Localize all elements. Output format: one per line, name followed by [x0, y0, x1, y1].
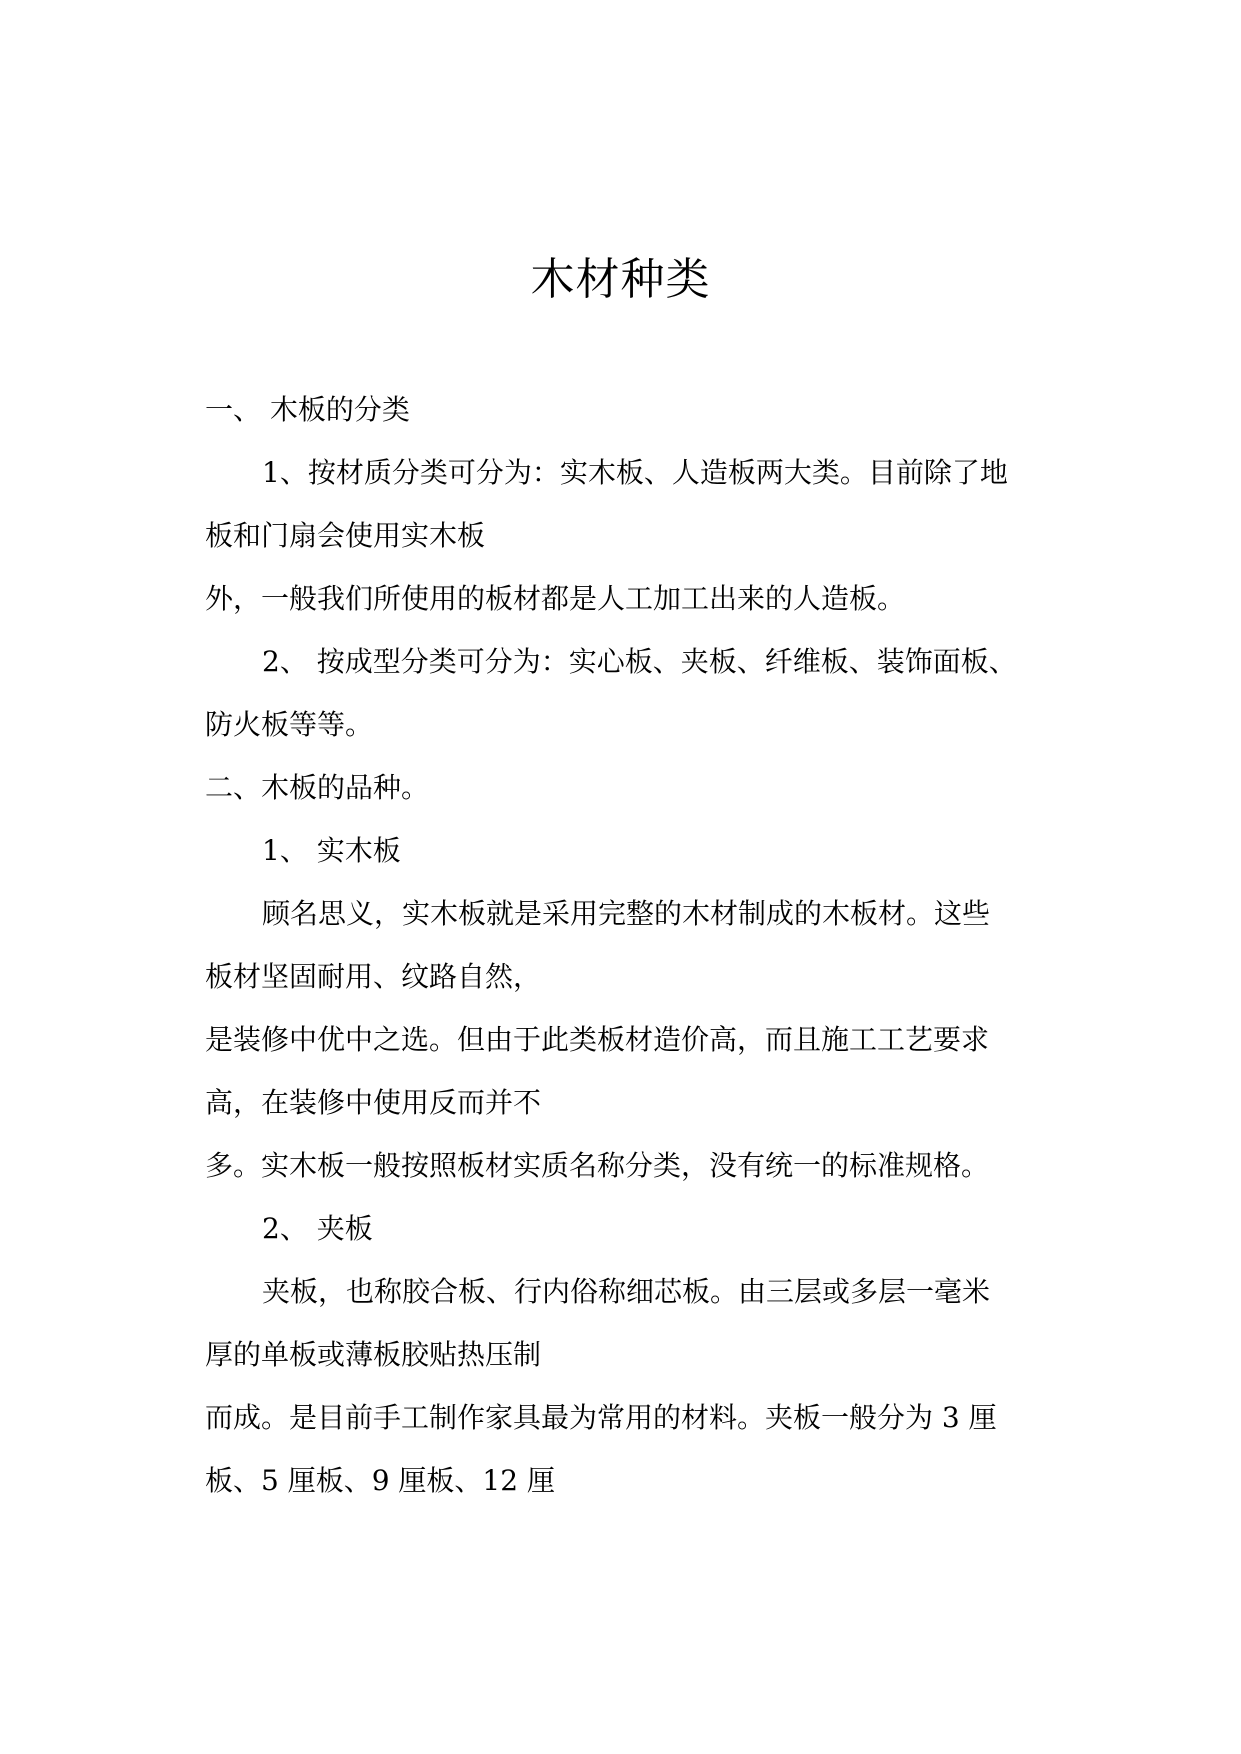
- subsection-heading: 2、 夹板: [262, 1212, 373, 1245]
- paragraph-line: 板和门扇会使用实木板: [205, 519, 486, 552]
- subsection-heading: 1、 实木板: [262, 834, 401, 867]
- paragraph-line: 顾名思义，实木板就是采用完整的木材制成的木板材。这些: [262, 897, 991, 930]
- paragraph-line: 2、 按成型分类可分为：实心板、夹板、纤维板、装饰面板、: [262, 645, 1017, 678]
- paragraph-line: 1、按材质分类可分为：实木板、人造板两大类。目前除了地: [262, 456, 1008, 489]
- paragraph-line: 夹板，也称胶合板、行内俗称细芯板。由三层或多层一毫米: [262, 1275, 991, 1308]
- paragraph-line: 外，一般我们所使用的板材都是人工加工出来的人造板。: [205, 582, 906, 615]
- paragraph-line: 多。实木板一般按照板材实质名称分类，没有统一的标准规格。: [205, 1149, 990, 1182]
- section-heading-2: 二、木板的品种。: [205, 771, 430, 804]
- section-heading-1: 一、 木板的分类: [205, 393, 410, 426]
- paragraph-line: 高，在装修中使用反而并不: [205, 1086, 542, 1119]
- paragraph-line: 是装修中优中之选。但由于此类板材造价高，而且施工工艺要求: [205, 1023, 990, 1056]
- paragraph-line: 防火板等等。: [205, 708, 374, 741]
- paragraph-line: 板、5 厘板、9 厘板、12 厘: [205, 1464, 555, 1497]
- paragraph-line: 板材坚固耐用、纹路自然，: [205, 960, 542, 993]
- paragraph-line: 厚的单板或薄板胶贴热压制: [205, 1338, 542, 1371]
- document-title: 木材种类: [530, 254, 711, 305]
- paragraph-line: 而成。是目前手工制作家具最为常用的材料。夹板一般分为 3 厘: [205, 1401, 997, 1434]
